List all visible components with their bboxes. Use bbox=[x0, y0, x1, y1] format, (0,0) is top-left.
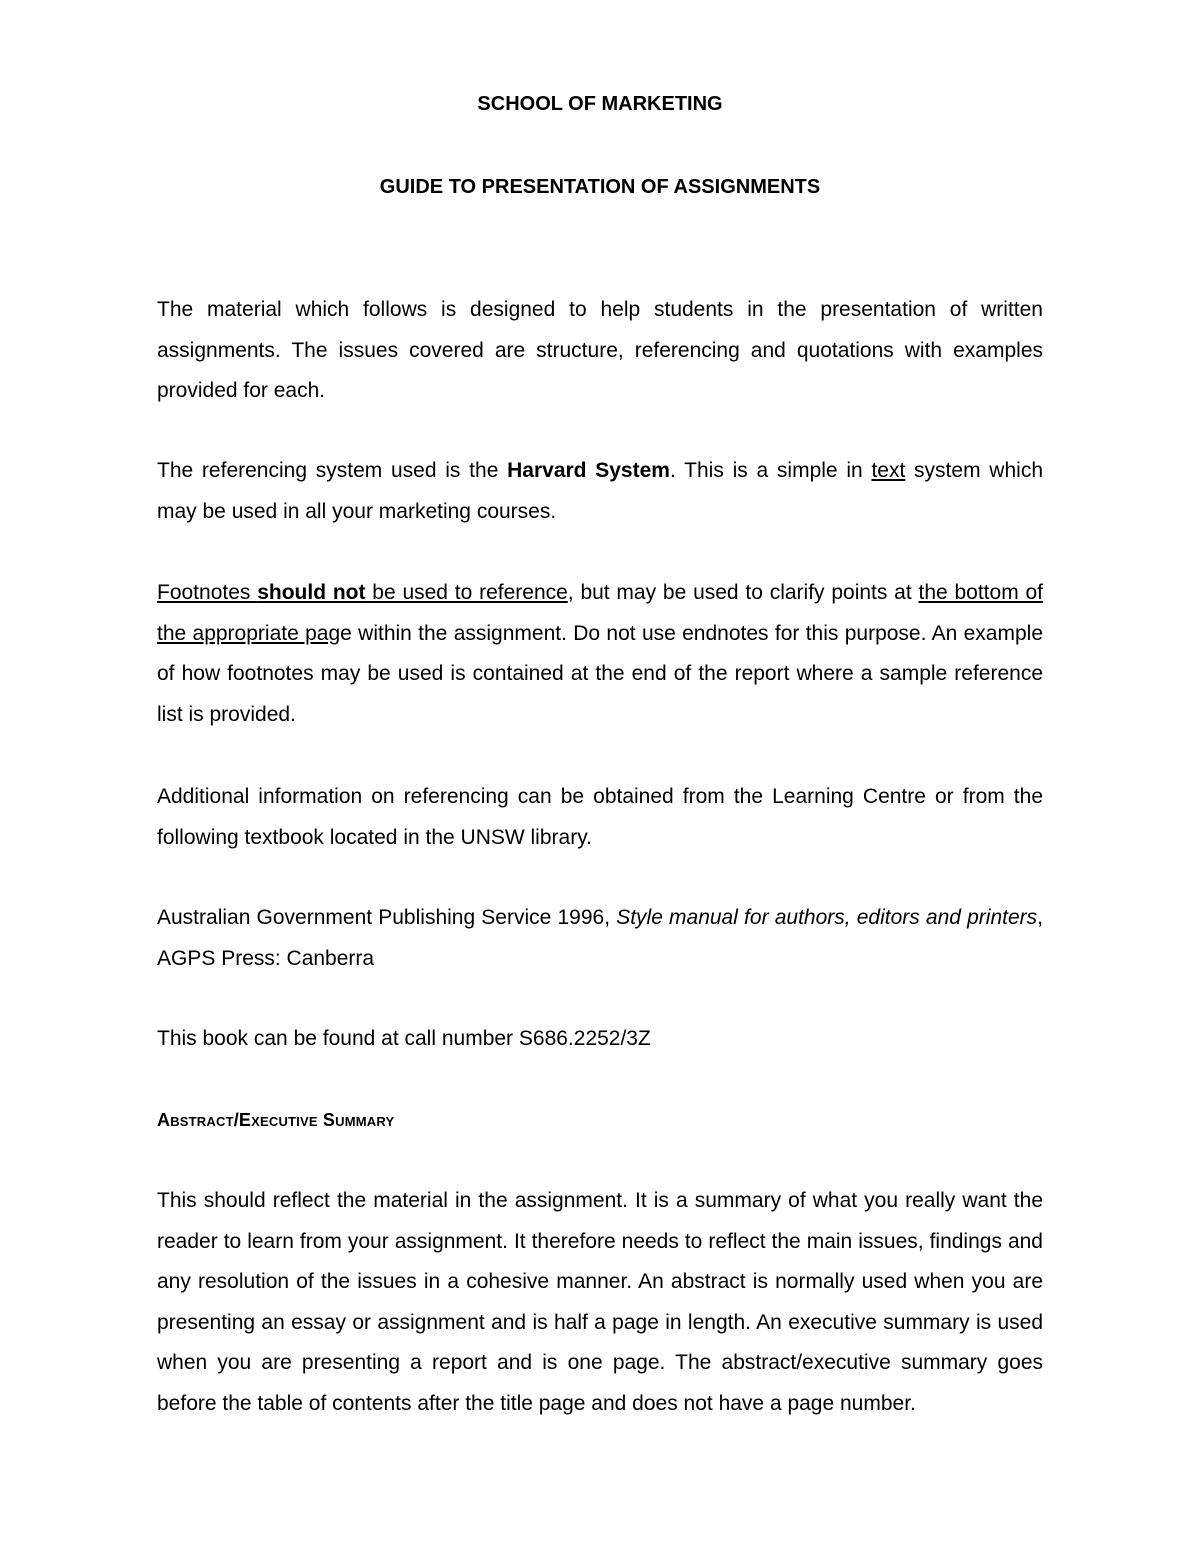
footnotes-paragraph bbox=[157, 573, 1043, 735]
call-number-paragraph: This book can be found at call number S686.2252/3Z bbox=[157, 1027, 651, 1050]
abstract-section-title: Abstract/Executive Summary bbox=[157, 1110, 395, 1130]
referencing-text-1: The referencing system used is the bbox=[157, 459, 508, 482]
referencing-text-2: . This is a simple in bbox=[669, 459, 872, 482]
abstract-paragraph: This should reflect the material in the assignment. It is a summary of what you really want the reader to learn from your assignment. It therefore needs to reflect the main issues, findings and any resolution of the issues in a cohesive manner. An abstract is normally used when you are presenting an essay or assignment and is half a page in length. An executive summary is used when you are presenting a report and is one page. The abstract/executive summary goes before the table of contents after the title page and does not have a page number. bbox=[157, 1189, 1043, 1415]
referencing-paragraph bbox=[157, 451, 1043, 532]
citation-publisher: , AGPS Press: Canberra bbox=[157, 906, 1043, 970]
additional-info-paragraph: Additional information on referencing can be obtained from the Learning Centre or from the following textbook located in the UNSW library. bbox=[157, 785, 1043, 849]
guide-title: GUIDE TO PRESENTATION OF ASSIGNMENTS bbox=[379, 176, 821, 198]
text-underlined: text bbox=[871, 459, 906, 482]
footnotes-underlined-1: Footnotes bbox=[157, 581, 258, 604]
footnotes-text-1: , but may be used to clarify points at bbox=[567, 581, 919, 604]
school-heading: SCHOOL OF MARKETING bbox=[477, 93, 723, 115]
citation-title: Style manual for authors, editors and printers bbox=[616, 906, 1038, 929]
citation-paragraph bbox=[157, 898, 1043, 979]
footnotes-underlined-2: be used to reference bbox=[365, 581, 568, 604]
intro-paragraph: The material which follows is designed to help students in the presentation of written assignments. The issues covered are structure, referencing and quotations with examples provided for each. bbox=[157, 298, 1043, 402]
should-not-emphasis: should not bbox=[257, 581, 366, 604]
footnotes-underlined-3: the bottom of the appropriate pag bbox=[157, 581, 1044, 645]
citation-author: Australian Government Publishing Service 1996, bbox=[157, 906, 617, 929]
harvard-system-label: Harvard System bbox=[507, 459, 670, 482]
referencing-text-3: system which may be used in all your marketing courses. bbox=[157, 459, 1043, 523]
footnotes-text-2: e within the assignment. Do not use endnotes for this purpose. An example of how footnotes may be used is contained at the end of the report where a sample reference list is provided. bbox=[157, 621, 1044, 726]
